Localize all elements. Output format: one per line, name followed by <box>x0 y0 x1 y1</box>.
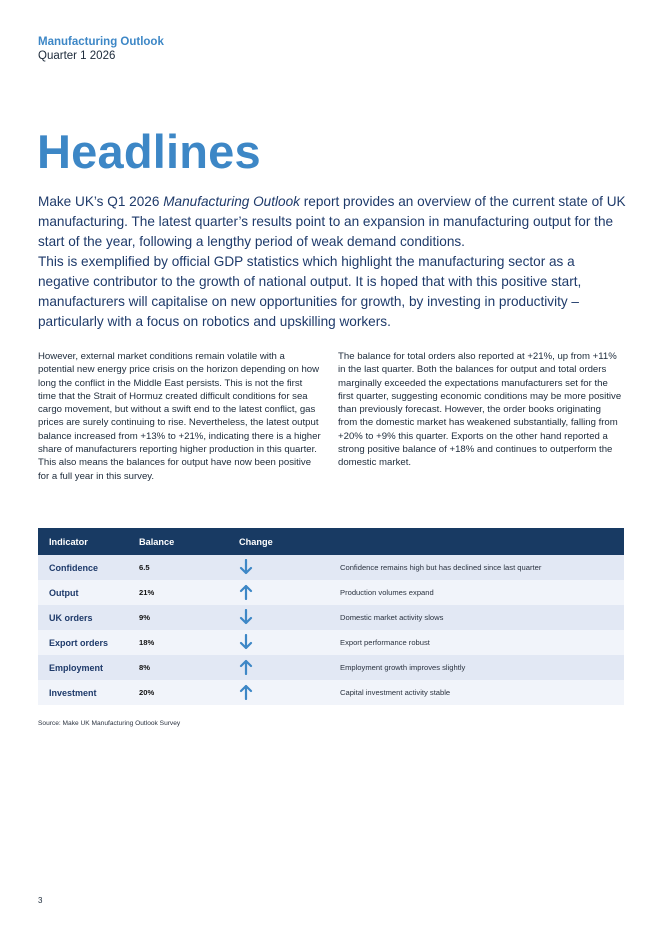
table-header <box>38 528 624 555</box>
row-balance: 9% <box>139 613 150 622</box>
page-number: 3 <box>38 896 43 905</box>
lead-text-1: Make UK’s Q1 2026 <box>38 194 164 209</box>
report-period: Quarter 1 2026 <box>38 50 116 62</box>
lead-report-name: Manufacturing Outlook <box>163 194 300 209</box>
row-indicator: Export orders <box>49 637 109 648</box>
arrow-up-icon <box>239 659 253 675</box>
row-balance: 8% <box>139 663 150 672</box>
row-indicator: UK orders <box>49 612 93 623</box>
arrow-down-icon <box>239 634 253 650</box>
row-change <box>239 634 340 652</box>
report-title: Manufacturing Outlook <box>38 36 164 48</box>
row-change <box>239 559 340 577</box>
lead-first <box>38 192 628 252</box>
row-balance: 21% <box>139 588 155 597</box>
table-row <box>38 630 624 655</box>
row-indicator: Investment <box>49 687 97 698</box>
row-note: Export performance robust <box>340 638 430 647</box>
arrow-down-icon <box>239 559 253 575</box>
page-title: Headlines <box>37 125 261 178</box>
row-note: Confidence remains high but has declined since last quarter <box>340 563 542 572</box>
row-change <box>239 684 340 702</box>
body-column-right: The balance for total orders also reported at +21%, up from +11% in the last quarter. Both the balances for output and total orders marginally exceeded the expectations manufacturers set for the first quarter, suggesting economic conditions may be more positive than previously forecast. However, the order books originating from the domestic market has weakened substantially, falling from +20% to +9% this quarter. Exports on the other hand reported a strong positive balance of +18% and continues to outperform the domestic market. <box>338 351 622 469</box>
row-note: Domestic market activity slows <box>340 613 444 622</box>
table-body <box>38 555 624 705</box>
arrow-up-icon <box>239 584 253 600</box>
row-indicator: Confidence <box>49 562 99 573</box>
row-note: Production volumes expand <box>340 588 434 597</box>
table-row <box>38 555 624 580</box>
row-indicator: Employment <box>49 662 104 673</box>
table-row <box>38 580 624 605</box>
lead-paragraph <box>38 192 628 332</box>
arrow-down-icon <box>239 609 253 625</box>
row-balance: 20% <box>139 688 155 697</box>
row-change <box>239 659 340 677</box>
lead-second: This is exemplified by official GDP statistics which highlight the manufacturing sector as a negative contributor to the growth of national output. It is hoped that with this positive start, manufacturers will capitalise on new opportunities for growth, by investing in productivity – particularly with a focus on robotics and upskilling workers. <box>38 254 582 329</box>
indicator-table <box>38 528 624 705</box>
table-row <box>38 680 624 705</box>
header-change: Change <box>239 536 273 547</box>
arrow-up-icon <box>239 684 253 700</box>
row-note: Capital investment activity stable <box>340 688 451 697</box>
body-column-left: However, external market conditions remain volatile with a potential new energy price crisis on the horizon depending on how long the conflict in the Middle East persists. This is not the first time that the Strait of Hormuz created difficult conditions for sea cargo movement, but without a swift end to the latest conflict, gas prices are surely continuing to rise. Nevertheless, the latest output balance increased from +13% to +21%, indicating there is a higher share of manufacturers reporting higher production in this quarter. This also means the balances for output have now been positive for a full year in this survey. <box>38 351 321 482</box>
row-note: Employment growth improves slightly <box>340 663 466 672</box>
row-balance: 18% <box>139 638 155 647</box>
row-change <box>239 584 340 602</box>
lead-text-2: report provides an overview of the current state of UK manufacturing. The latest quarter’s results point to an expansion in manufacturing output for the start of the year, following a lengthy period of weak demand conditions. <box>38 194 626 249</box>
row-indicator: Output <box>49 587 79 598</box>
table-row <box>38 655 624 680</box>
table-row <box>38 605 624 630</box>
header-balance: Balance <box>139 536 175 547</box>
row-balance: 6.5 <box>139 563 150 572</box>
header-indicator: Indicator <box>49 536 88 547</box>
row-change <box>239 609 340 627</box>
source-note: Source: Make UK Manufacturing Outlook Survey <box>38 720 181 727</box>
